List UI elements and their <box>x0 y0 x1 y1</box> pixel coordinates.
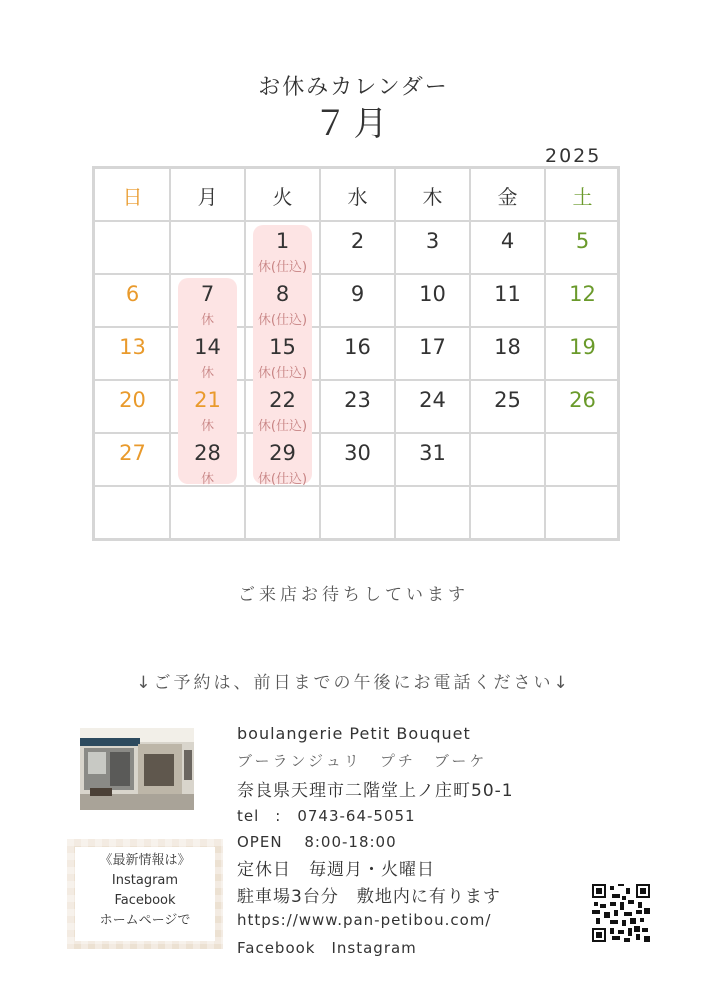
shop-holiday: 定休日 毎週月・火曜日 <box>237 860 435 880</box>
grid-row-line <box>95 273 617 275</box>
sns-box-facebook: Facebook <box>114 893 176 908</box>
day-number: 9 <box>350 282 365 306</box>
day-number: 14 <box>194 335 221 359</box>
day-number: 29 <box>269 441 296 465</box>
closed-note: 休 <box>200 472 214 487</box>
day-number: 1 <box>275 229 290 253</box>
calendar-grid <box>92 166 620 541</box>
day-number: 5 <box>575 229 590 253</box>
day-number: 6 <box>125 282 140 306</box>
shop-name-kana: ブーランジュリ プチ ブーケ <box>237 752 488 770</box>
day-number: 15 <box>269 335 296 359</box>
closed-note: 休(仕込) <box>257 366 308 381</box>
weekday-header: 土 <box>572 185 593 209</box>
day-number: 31 <box>419 441 446 465</box>
day-number: 11 <box>494 282 521 306</box>
weekday-header: 木 <box>422 185 443 209</box>
reservation-message: ↓ご予約は、前日までの午後にお電話ください↓ <box>136 673 571 693</box>
day-number: 27 <box>119 441 146 465</box>
closed-note: 休(仕込) <box>257 472 308 487</box>
closed-note: 休(仕込) <box>257 260 308 275</box>
day-number: 20 <box>119 388 146 412</box>
shop-name: boulangerie Petit Bouquet <box>237 724 471 743</box>
day-number: 8 <box>275 282 290 306</box>
shop-hours: OPEN 8:00-18:00 <box>237 833 397 851</box>
closed-note: 休 <box>200 313 214 328</box>
page-title: お休みカレンダー <box>258 75 449 100</box>
day-number: 25 <box>494 388 521 412</box>
day-number: 30 <box>344 441 371 465</box>
sns-info-box <box>67 839 223 949</box>
day-number: 3 <box>425 229 440 253</box>
weekday-header: 水 <box>347 185 368 209</box>
shop-tel[interactable]: tel : 0743-64-5051 <box>237 807 416 825</box>
day-number: 24 <box>419 388 446 412</box>
day-number: 17 <box>419 335 446 359</box>
storefront-photo <box>80 728 194 810</box>
day-number: 10 <box>419 282 446 306</box>
sns-box-instagram: Instagram <box>111 873 179 888</box>
day-number: 28 <box>194 441 221 465</box>
month-heading: ７月 <box>313 104 394 144</box>
sns-box-homepage: ホームページで <box>99 913 191 928</box>
welcome-message: ご来店お待ちしています <box>238 585 469 605</box>
day-number: 13 <box>119 335 146 359</box>
qr-code-icon <box>592 884 650 942</box>
grid-row-line <box>95 220 617 222</box>
day-number: 19 <box>569 335 596 359</box>
closed-note: 休(仕込) <box>257 313 308 328</box>
weekday-header: 日 <box>122 185 143 209</box>
closed-note: 休 <box>200 419 214 434</box>
shop-parking: 駐車場3台分 敷地内に有ります <box>237 887 501 907</box>
sns-box-heading: 《最新情報は》 <box>99 853 191 868</box>
day-number: 18 <box>494 335 521 359</box>
weekday-header: 金 <box>497 185 518 209</box>
day-number: 4 <box>500 229 515 253</box>
weekday-header: 月 <box>197 185 218 209</box>
day-number: 2 <box>350 229 365 253</box>
day-number: 16 <box>344 335 371 359</box>
weekday-header: 火 <box>272 185 293 209</box>
shop-social-links[interactable]: Facebook Instagram <box>237 939 417 957</box>
closed-note: 休 <box>200 366 214 381</box>
day-number: 21 <box>194 388 221 412</box>
day-number: 26 <box>569 388 596 412</box>
shop-address: 奈良県天理市二階堂上ノ庄町50-1 <box>237 781 514 801</box>
shop-url-link[interactable]: https://www.pan-petibou.com/ <box>237 911 492 929</box>
day-number: 22 <box>269 388 296 412</box>
closed-note: 休(仕込) <box>257 419 308 434</box>
day-number: 7 <box>200 282 215 306</box>
year-label: 2025 <box>545 145 602 167</box>
day-number: 12 <box>569 282 596 306</box>
day-number: 23 <box>344 388 371 412</box>
